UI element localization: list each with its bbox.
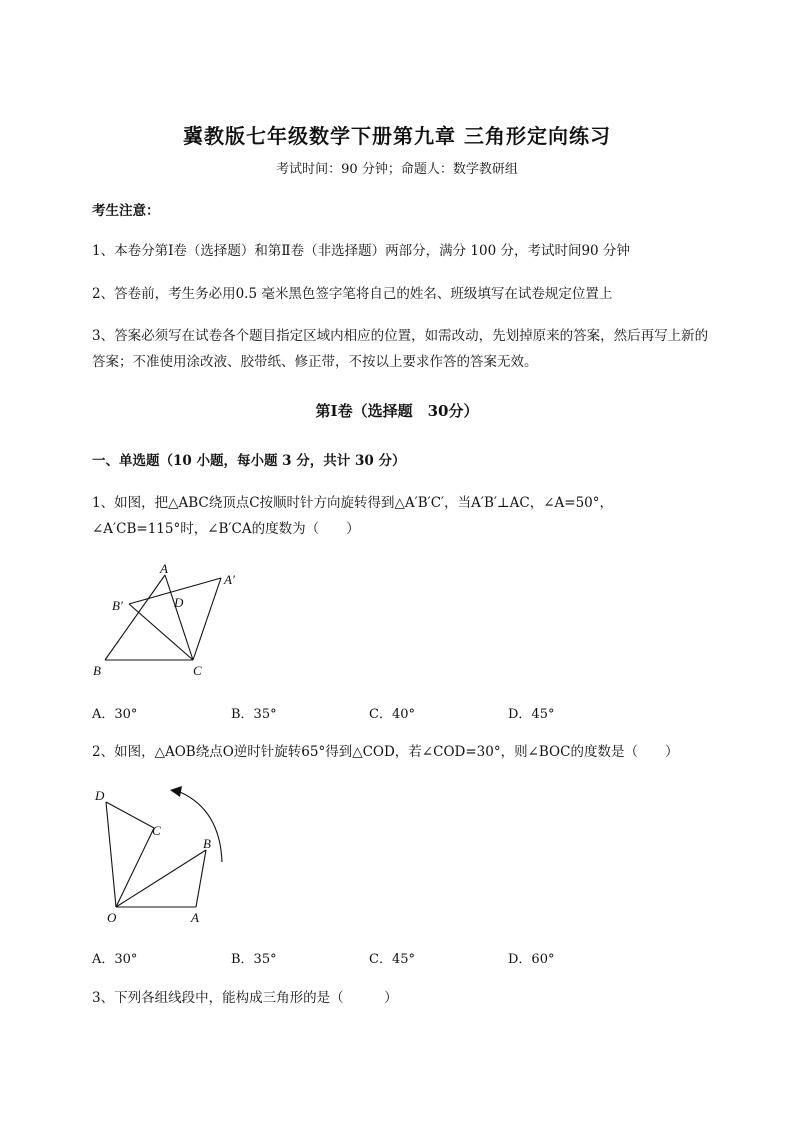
fig1-label-c: C (193, 663, 202, 678)
notice-heading: 考生注意： (92, 203, 160, 219)
question-1-line-1: 1、如图，把△ABC绕顶点C按顺时针方向旋转得到△A′B′C′，当A′B′⊥AC，∠A=50°， (92, 495, 614, 511)
fig1-label-d: D (174, 595, 184, 610)
section-heading: 一、单选题（10 小题，每小题 3 分，共计 30 分） (92, 453, 406, 469)
fig1-label-b: B (93, 663, 101, 678)
fig2-label-d: D (95, 788, 105, 803)
fig1-label-a: A (160, 561, 168, 576)
question-2-text: 2、如图，△AOB绕点O逆时针旋转65°得到△COD，若∠COD=30°，则∠BOC的度数是（ ） (92, 744, 679, 760)
q2-option-a[interactable]: A．30° (92, 952, 138, 967)
q2-option-b[interactable]: B．35° (231, 952, 277, 967)
q1-option-a[interactable]: A．30° (92, 707, 138, 722)
fig2-label-o: O (107, 910, 117, 925)
fig1-label-a-prime: A′ (224, 572, 235, 587)
q2-option-c[interactable]: C．45° (369, 952, 415, 967)
notice-item-1: 1、本卷分第Ⅰ卷（选择题）和第Ⅱ卷（非选择题）两部分，满分 100 分，考试时间90 分钟 (92, 243, 630, 259)
page-title: 冀教版七年级数学下册第九章 三角形定向练习 (183, 124, 611, 148)
question-3-text: 3、下列各组线段中，能构成三角形的是（ ） (92, 990, 398, 1006)
q1-option-c[interactable]: C．40° (369, 707, 415, 722)
question-1-line-2: ∠A′CB=115°时，∠B′CA的度数为（ ） (92, 521, 360, 537)
fig1-label-b-prime: B′ (112, 598, 123, 613)
question-1-figure (85, 560, 255, 685)
q1-option-b[interactable]: B．35° (231, 707, 277, 722)
fig2-label-a: A (191, 910, 199, 925)
notice-item-3: 3、答案必须写在试卷各个题目指定区域内相应的位置，如需改动，先划掉原来的答案，然后再写上新的答案；不准使用涂改液、胶带纸、修正带，不按以上要求作答的答案无效。 (92, 328, 709, 370)
fig2-label-c: C (152, 823, 161, 838)
fig2-label-b: B (203, 836, 211, 851)
part1-title: 第Ⅰ卷（选择题 30分） (315, 402, 479, 420)
exam-info: 考试时间：90 分钟；命题人：数学教研组 (276, 162, 518, 177)
rotation-arrow-icon (170, 786, 182, 797)
notice-item-2: 2、答卷前，考生务必用0.5 毫米黑色签字笔将自己的姓名、班级填写在试卷规定位置上 (92, 286, 613, 302)
q2-option-d[interactable]: D．60° (508, 952, 555, 967)
question-2-figure (88, 780, 238, 930)
q1-option-d[interactable]: D．45° (508, 707, 555, 722)
